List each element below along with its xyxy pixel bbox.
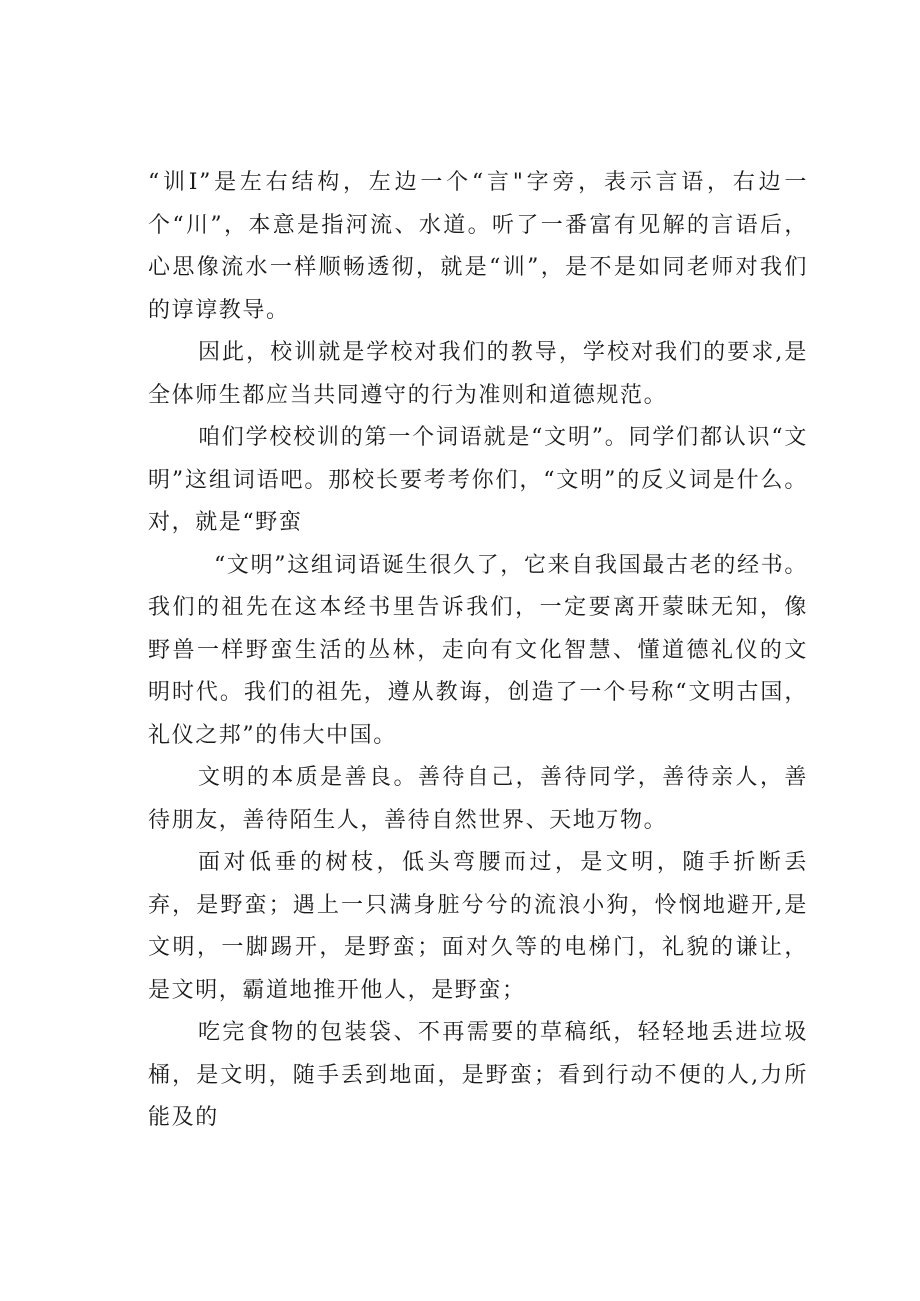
paragraph-school-motto: 因此，校训就是学校对我们的教导，学校对我们的要求,是全体师生都应当共同遵守的行为准则和道德规范。 xyxy=(148,340,808,408)
paragraph-essence-kindness: 文明的本质是善良。善待自己，善待同学，善待亲人，善待朋友，善待陌生人，善待自然世界、天地万物。 xyxy=(148,765,808,833)
paragraph-civilization-origin: “文明”这组词语诞生很久了，它来自我国最古老的经书。我们的祖先在这本经书里告诉我们，一定要离开蒙昧无知，像野兽一样野蛮生活的丛林，走向有文化智慧、懂道德礼仪的文明时代。我们的祖先，遵从教诲，创造了一个号称“文明古国，礼仪之邦”的伟大中国。 xyxy=(148,552,808,748)
paragraph-examples-two: 吃完食物的包装袋、不再需要的草稿纸，轻轻地丢进垃圾桶，是文明，随手丢到地面，是野蛮；看到行动不便的人,力所能及的 xyxy=(148,1020,808,1130)
paragraph-xun-explanation: “训I”是左右结构，左边一个“言"字旁，表示言语，右边一个“川”，本意是指河流、水道。听了一番富有见解的言语后，心思像流水一样顺畅透彻，就是“训”，是不是如同老师对我们的谆谆教导。 xyxy=(148,170,808,323)
paragraph-first-word-civilization: 咱们学校校训的第一个词语就是“文明”。同学们都认识“文明”这组词语吧。那校长要考考你们，“文明”的反义词是什么。对，就是“野蛮 xyxy=(148,425,808,535)
paragraph-examples-one: 面对低垂的树枝，低头弯腰而过，是文明，随手折断丢弃，是野蛮；遇上一只满身脏兮兮的流浪小狗，怜悯地避开,是文明，一脚踢开，是野蛮；面对久等的电梯门，礼貌的谦让，是文明，霸道地推开他人，是野蛮； xyxy=(148,850,808,1003)
document-body xyxy=(148,162,808,1140)
